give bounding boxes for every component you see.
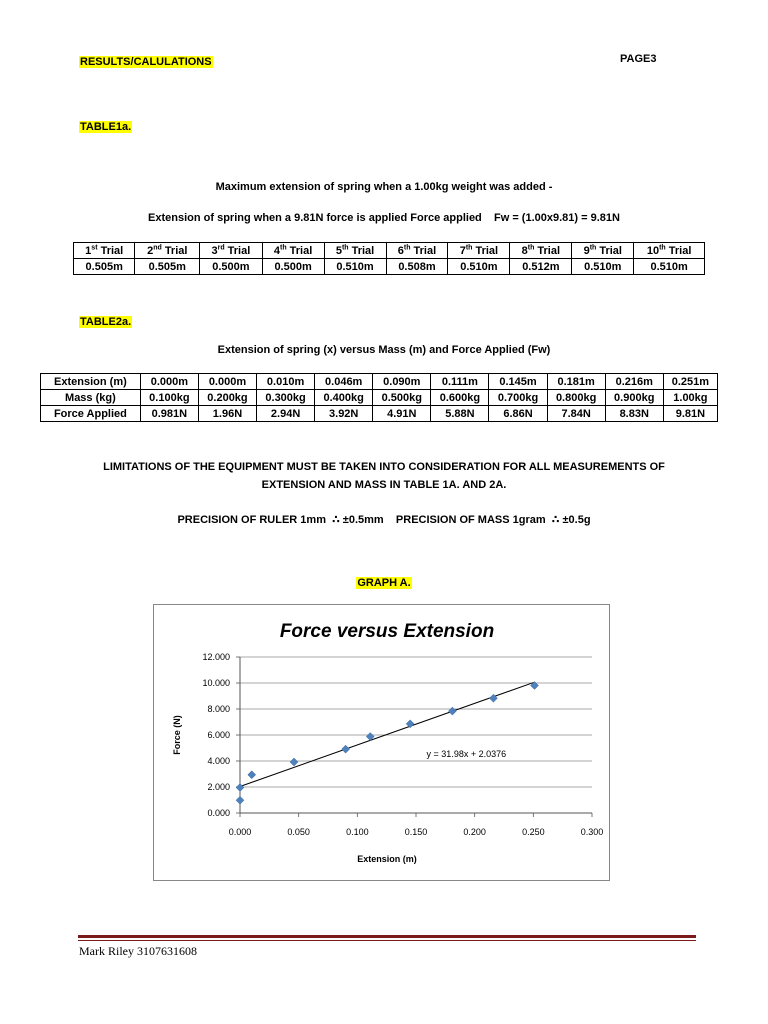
table-cell: 0.800kg (547, 390, 605, 406)
trial-value-3: 0.500m (200, 259, 263, 275)
table-cell: 0.010m (257, 374, 315, 390)
graph-label-text: GRAPH A. (357, 577, 411, 589)
x-tick-label: 0.300 (580, 827, 604, 837)
row-label: Extension (m) (41, 374, 141, 390)
trial-value-6: 0.508m (386, 259, 448, 275)
data-point (406, 720, 414, 728)
trial-value-2: 0.505m (135, 259, 200, 275)
trial-ordinal: th (589, 243, 597, 251)
section-heading (79, 52, 213, 70)
trial-header-9 (572, 243, 634, 259)
trial-number: 3 (211, 244, 218, 257)
trial-ordinal: th (403, 243, 411, 251)
table-cell: 8.83N (605, 406, 663, 422)
table-row (41, 406, 718, 422)
trial-header-2 (135, 243, 200, 259)
data-point (342, 745, 350, 753)
data-point (248, 771, 256, 779)
table2-title: Extension of spring (x) versus Mass (m) and Force Applied (Fw) (217, 344, 551, 356)
table-cell: 0.981N (140, 406, 198, 422)
table-row (41, 390, 718, 406)
table-cell: 0.000m (140, 374, 198, 390)
y-tick-label: 8.000 (207, 704, 230, 714)
table-cell: 0.400kg (315, 390, 373, 406)
table-cell: 0.300kg (257, 390, 315, 406)
table-cell: 0.046m (315, 374, 373, 390)
x-tick-label: 0.000 (228, 827, 252, 837)
trial-word: Trial (472, 244, 499, 257)
trial-value-8: 0.512m (510, 259, 572, 275)
data-point (236, 784, 244, 792)
data-point (290, 758, 298, 766)
table-cell: 0.900kg (605, 390, 663, 406)
trial-word: Trial (286, 244, 313, 257)
row-label: Force Applied (41, 406, 141, 422)
trials-values-row (74, 259, 705, 275)
section-heading-text: RESULTS/CALULATIONS (80, 56, 212, 68)
trial-number: 4 (273, 244, 280, 257)
table-cell: 0.500kg (373, 390, 431, 406)
row-label: Mass (kg) (41, 390, 141, 406)
trial-word: Trial (161, 244, 188, 257)
extension-table-body (41, 374, 718, 422)
y-tick-label: 10.000 (202, 678, 230, 688)
trial-word: Trial (410, 244, 437, 257)
trial-header-10 (634, 243, 705, 259)
x-tick-label: 0.250 (522, 827, 545, 837)
table-cell: 0.216m (605, 374, 663, 390)
x-tick-label: 0.150 (404, 827, 428, 837)
trial-word: Trial (97, 244, 124, 257)
y-tick-label: 2.000 (207, 782, 230, 792)
trial-number: 6 (397, 244, 404, 257)
table-cell: 6.86N (489, 406, 547, 422)
trial-number: 8 (521, 244, 528, 257)
table-cell: 0.111m (431, 374, 489, 390)
trial-word: Trial (665, 244, 692, 257)
graph-label (0, 573, 768, 591)
trial-ordinal: th (527, 243, 535, 251)
table2-label (79, 312, 132, 330)
trial-header-7 (448, 243, 510, 259)
limitations-line2: EXTENSION AND MASS IN TABLE 1A. AND 2A. (261, 479, 507, 491)
limitations-line1: LIMITATIONS OF THE EQUIPMENT MUST BE TAKEN INTO CONSIDERATION FOR ALL MEASUREMENTS OF (103, 461, 665, 473)
y-tick-label: 0.000 (207, 808, 230, 818)
trials-header-row (74, 243, 705, 259)
table2-label-text: TABLE2a. (80, 316, 132, 328)
x-tick-label: 0.050 (287, 827, 310, 837)
table-cell: 1.96N (198, 406, 256, 422)
trial-number: 10 (646, 244, 660, 257)
table1-subtitle: Extension of spring when a 9.81N force is applied Force applied Fw = (1.00x9.81) = 9.81N (148, 212, 620, 224)
trial-value-7: 0.510m (448, 259, 510, 275)
trial-value-5: 0.510m (324, 259, 386, 275)
table-cell: 9.81N (663, 406, 717, 422)
trial-word: Trial (596, 244, 622, 257)
trial-ordinal: th (659, 243, 666, 251)
chart-title: Force versus Extension (279, 621, 495, 642)
trial-value-1: 0.505m (74, 259, 135, 275)
trial-header-5 (324, 243, 386, 259)
table-cell: 0.700kg (489, 390, 547, 406)
table-cell: 0.600kg (431, 390, 489, 406)
trial-header-8 (510, 243, 572, 259)
trial-word: Trial (348, 244, 375, 257)
table-cell: 5.88N (431, 406, 489, 422)
trial-header-4 (262, 243, 324, 259)
trial-value-10: 0.510m (634, 259, 705, 275)
data-point (236, 796, 244, 804)
table-cell: 4.91N (373, 406, 431, 422)
precision-note: PRECISION OF RULER 1mm ∴ ±0.5mm PRECISION OF MASS 1gram ∴ ±0.5g (177, 514, 591, 526)
y-axis-label: Force (N) (172, 715, 182, 755)
table1-title: Maximum extension of spring when a 1.00kg weight was added - (215, 181, 553, 193)
table-cell: 0.090m (373, 374, 431, 390)
trial-value-4: 0.500m (262, 259, 324, 275)
table-cell: 7.84N (547, 406, 605, 422)
extension-mass-force-table (40, 373, 718, 422)
x-tick-label: 0.100 (346, 827, 369, 837)
trial-ordinal: th (465, 243, 473, 251)
trial-header-3 (200, 243, 263, 259)
footer-author: Mark Riley 3107631608 (79, 944, 197, 958)
trial-ordinal: nd (153, 243, 162, 251)
y-tick-label: 4.000 (207, 756, 230, 766)
x-tick-label: 0.200 (463, 827, 486, 837)
data-point (448, 707, 456, 715)
table-cell: 0.251m (663, 374, 717, 390)
chart-frame (153, 604, 610, 881)
x-axis-label: Extension (m) (357, 854, 417, 864)
trendline-equation: y = 31.98x + 2.0376 (426, 749, 507, 760)
trial-ordinal: th (341, 243, 349, 251)
trial-header-6 (386, 243, 448, 259)
trial-value-9: 0.510m (572, 259, 634, 275)
table-row (41, 374, 718, 390)
trial-number: 9 (583, 244, 590, 257)
force-extension-chart (154, 605, 609, 880)
trial-number: 5 (335, 244, 342, 257)
table1-label (79, 117, 132, 135)
footer-rule-thin (78, 940, 696, 941)
table-cell: 0.000m (198, 374, 256, 390)
table-cell: 1.00kg (663, 390, 717, 406)
trial-number: 2 (147, 244, 154, 257)
trial-number: 7 (459, 244, 466, 257)
trial-ordinal: th (280, 243, 287, 251)
table-cell: 0.200kg (198, 390, 256, 406)
table-cell: 0.145m (489, 374, 547, 390)
trial-ordinal: st (91, 243, 98, 251)
table1-label-text: TABLE1a. (80, 121, 132, 133)
trial-number: 1 (85, 244, 92, 257)
table-cell: 0.100kg (140, 390, 198, 406)
table-cell: 3.92N (315, 406, 373, 422)
trial-word: Trial (224, 244, 251, 257)
page-number: PAGE3 (620, 53, 657, 65)
trial-word: Trial (534, 244, 561, 257)
trial-header-1 (74, 243, 135, 259)
trials-table (73, 242, 705, 275)
table-cell: 2.94N (257, 406, 315, 422)
footer-rule-thick (78, 935, 696, 938)
table-cell: 0.181m (547, 374, 605, 390)
y-tick-label: 12.000 (202, 652, 230, 662)
trial-ordinal: rd (217, 243, 225, 251)
y-tick-label: 6.000 (207, 730, 230, 740)
